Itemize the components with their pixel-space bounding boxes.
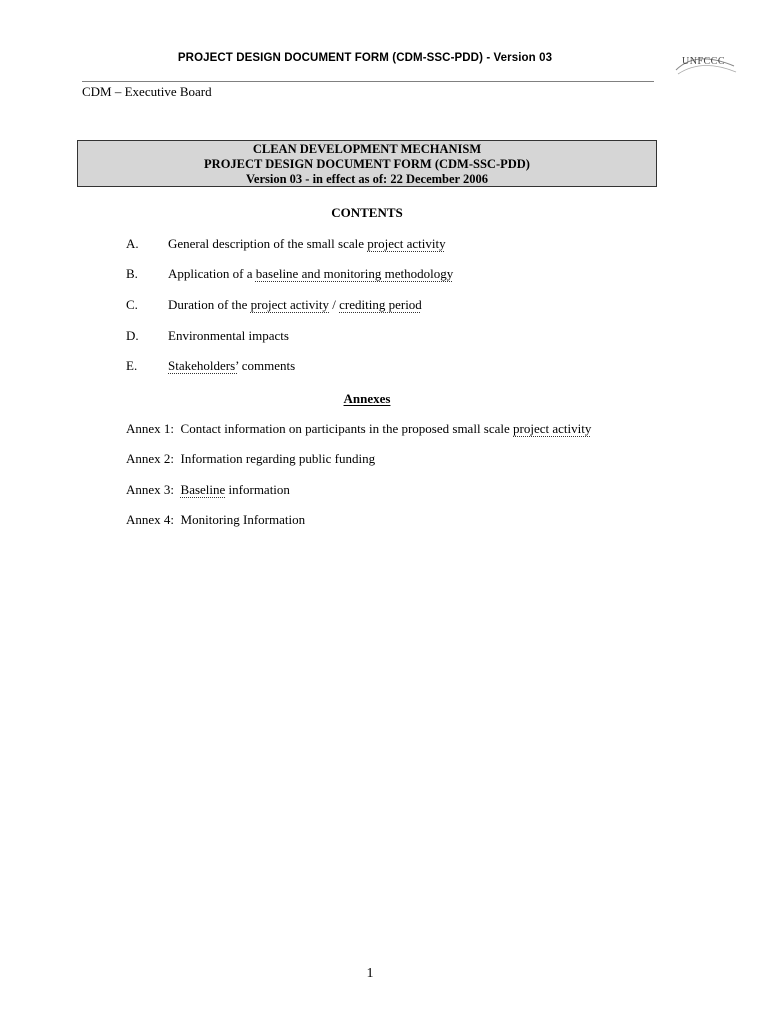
contents-heading: CONTENTS	[331, 205, 403, 220]
annexes-heading: Annexes	[343, 391, 391, 406]
contents-item-e: Stakeholders’ comments	[168, 358, 296, 373]
unfccc-logo	[672, 44, 738, 80]
executive-board-label: CDM – Executive Board	[82, 84, 212, 99]
title-line-2: PROJECT DESIGN DOCUMENT FORM (CDM-SSC-PDD)	[204, 157, 530, 171]
document-header-title: PROJECT DESIGN DOCUMENT FORM (CDM-SSC-PDD) - Version 03	[177, 52, 553, 64]
contents-item-d: Environmental impacts	[168, 328, 289, 343]
form-title-box	[77, 140, 657, 187]
annex-item-4: Annex 4: Monitoring Information	[126, 512, 306, 527]
contents-item-b: Application of a baseline and monitoring methodology	[168, 266, 454, 281]
header-rule	[82, 81, 654, 82]
contents-letter-a: A.	[126, 236, 139, 251]
title-line-1: CLEAN DEVELOPMENT MECHANISM	[252, 142, 482, 156]
annex-item-3: Annex 3: Baseline information	[126, 482, 290, 497]
contents-letter-d: D.	[126, 328, 139, 343]
title-line-3: Version 03 - in effect as of: 22 December 2006	[246, 172, 488, 186]
annex-item-1: Annex 1: Contact information on participants in the proposed small scale project activity	[126, 421, 592, 436]
contents-letter-e: E.	[126, 358, 138, 373]
contents-letter-c: C.	[126, 297, 138, 312]
contents-item-a: General description of the small scale project activity	[168, 236, 446, 251]
contents-letter-b: B.	[126, 266, 138, 281]
annex-item-2: Annex 2: Information regarding public funding	[126, 451, 376, 466]
contents-item-c: Duration of the project activity / crediting period	[168, 297, 422, 312]
svg-text:UNFCCC: UNFCCC	[682, 56, 726, 67]
page-number: 1	[366, 966, 374, 981]
